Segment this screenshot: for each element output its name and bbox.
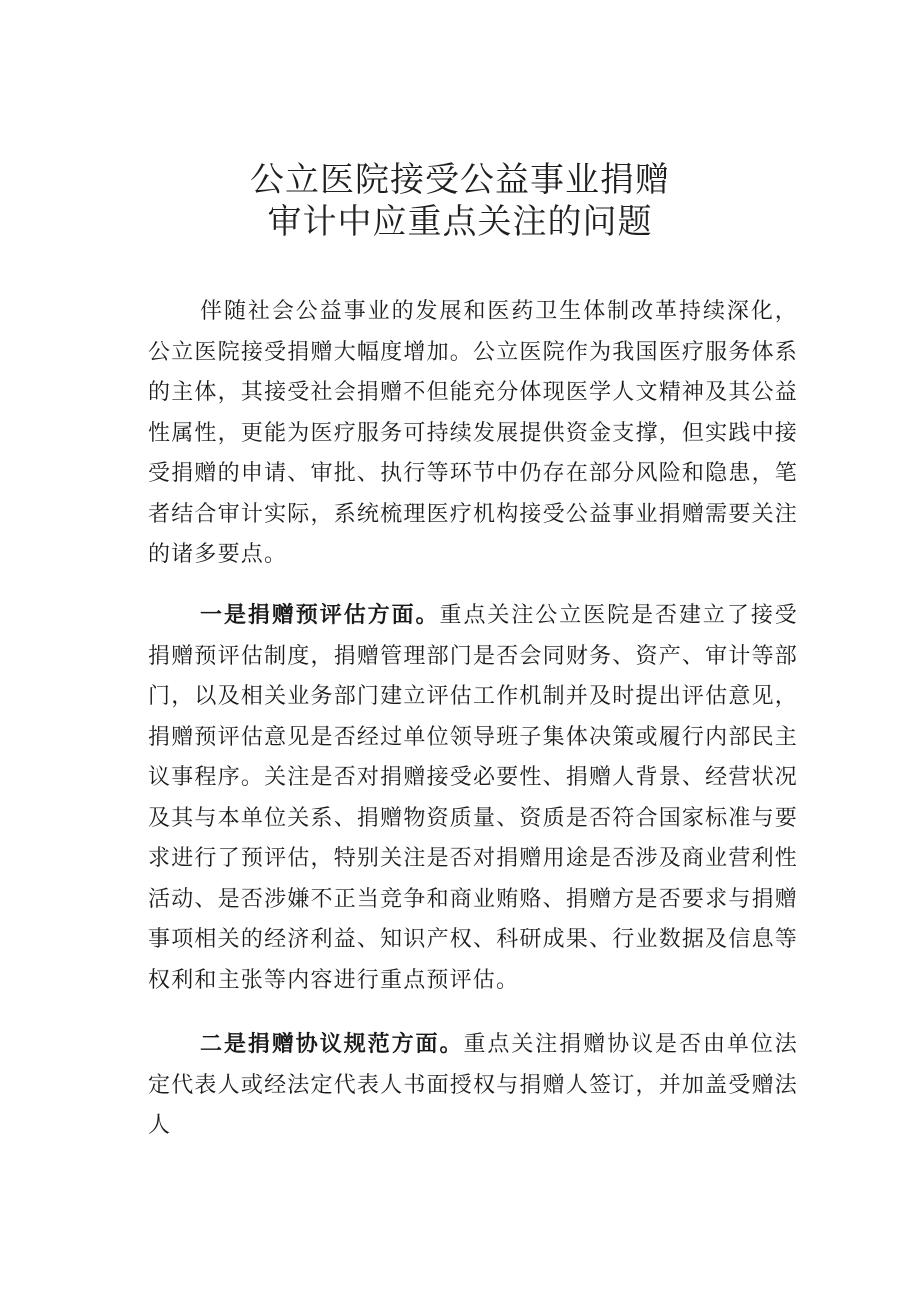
paragraph-pre-assessment-heading: 一是捐赠预评估方面。	[200, 603, 440, 628]
paragraph-pre-assessment	[148, 596, 798, 1001]
document-title-line-2: 审计中应重点关注的问题	[267, 202, 653, 242]
paragraph-intro-text: 伴随社会公益事业的发展和医药卫生体制改革持续深化，公立医院接受捐赠大幅度增加。公立医院作为我国医疗服务体系的主体，其接受社会捐赠不但能充分体现医学人文精神及其公益性属性，更能为医疗服务可持续发展提供资金支撑，但实践中接受捐赠的申请、审批、执行等环节中仍存在部分风险和隐患，笔者结合审计实际，系统梳理医疗机构接受公益事业捐赠需要关注的诸多要点。	[148, 299, 798, 567]
paragraph-agreement	[148, 1025, 798, 1147]
paragraph-intro	[148, 292, 798, 576]
paragraph-agreement-text: 重点关注捐赠协议是否由单位法定代表人或经法定代表人书面授权与捐赠人签订，并加盖受赠法人	[148, 1032, 798, 1138]
paragraph-pre-assessment-text: 重点关注公立医院是否建立了接受捐赠预评估制度，捐赠管理部门是否会同财务、资产、审计等部门，以及相关业务部门建立评估工作机制并及时提出评估意见，捐赠预评估意见是否经过单位领导班子集体决策或履行内部民主议事程序。关注是否对捐赠接受必要性、捐赠人背景、经营状况及其与本单位关系、捐赠物资质量、资质是否符合国家标准与要求进行了预评估，特别关注是否对捐赠用途是否涉及商业营利性活动、是否涉嫌不正当竞争和商业贿赂、捐赠方是否要求与捐赠事项相关的经济利益、知识产权、科研成果、行业数据及信息等权利和主张等内容进行重点预评估。	[148, 603, 798, 993]
document-title-line-1: 公立医院接受公益事业捐赠	[250, 160, 670, 200]
paragraph-agreement-heading: 二是捐赠协议规范方面。	[200, 1032, 464, 1057]
